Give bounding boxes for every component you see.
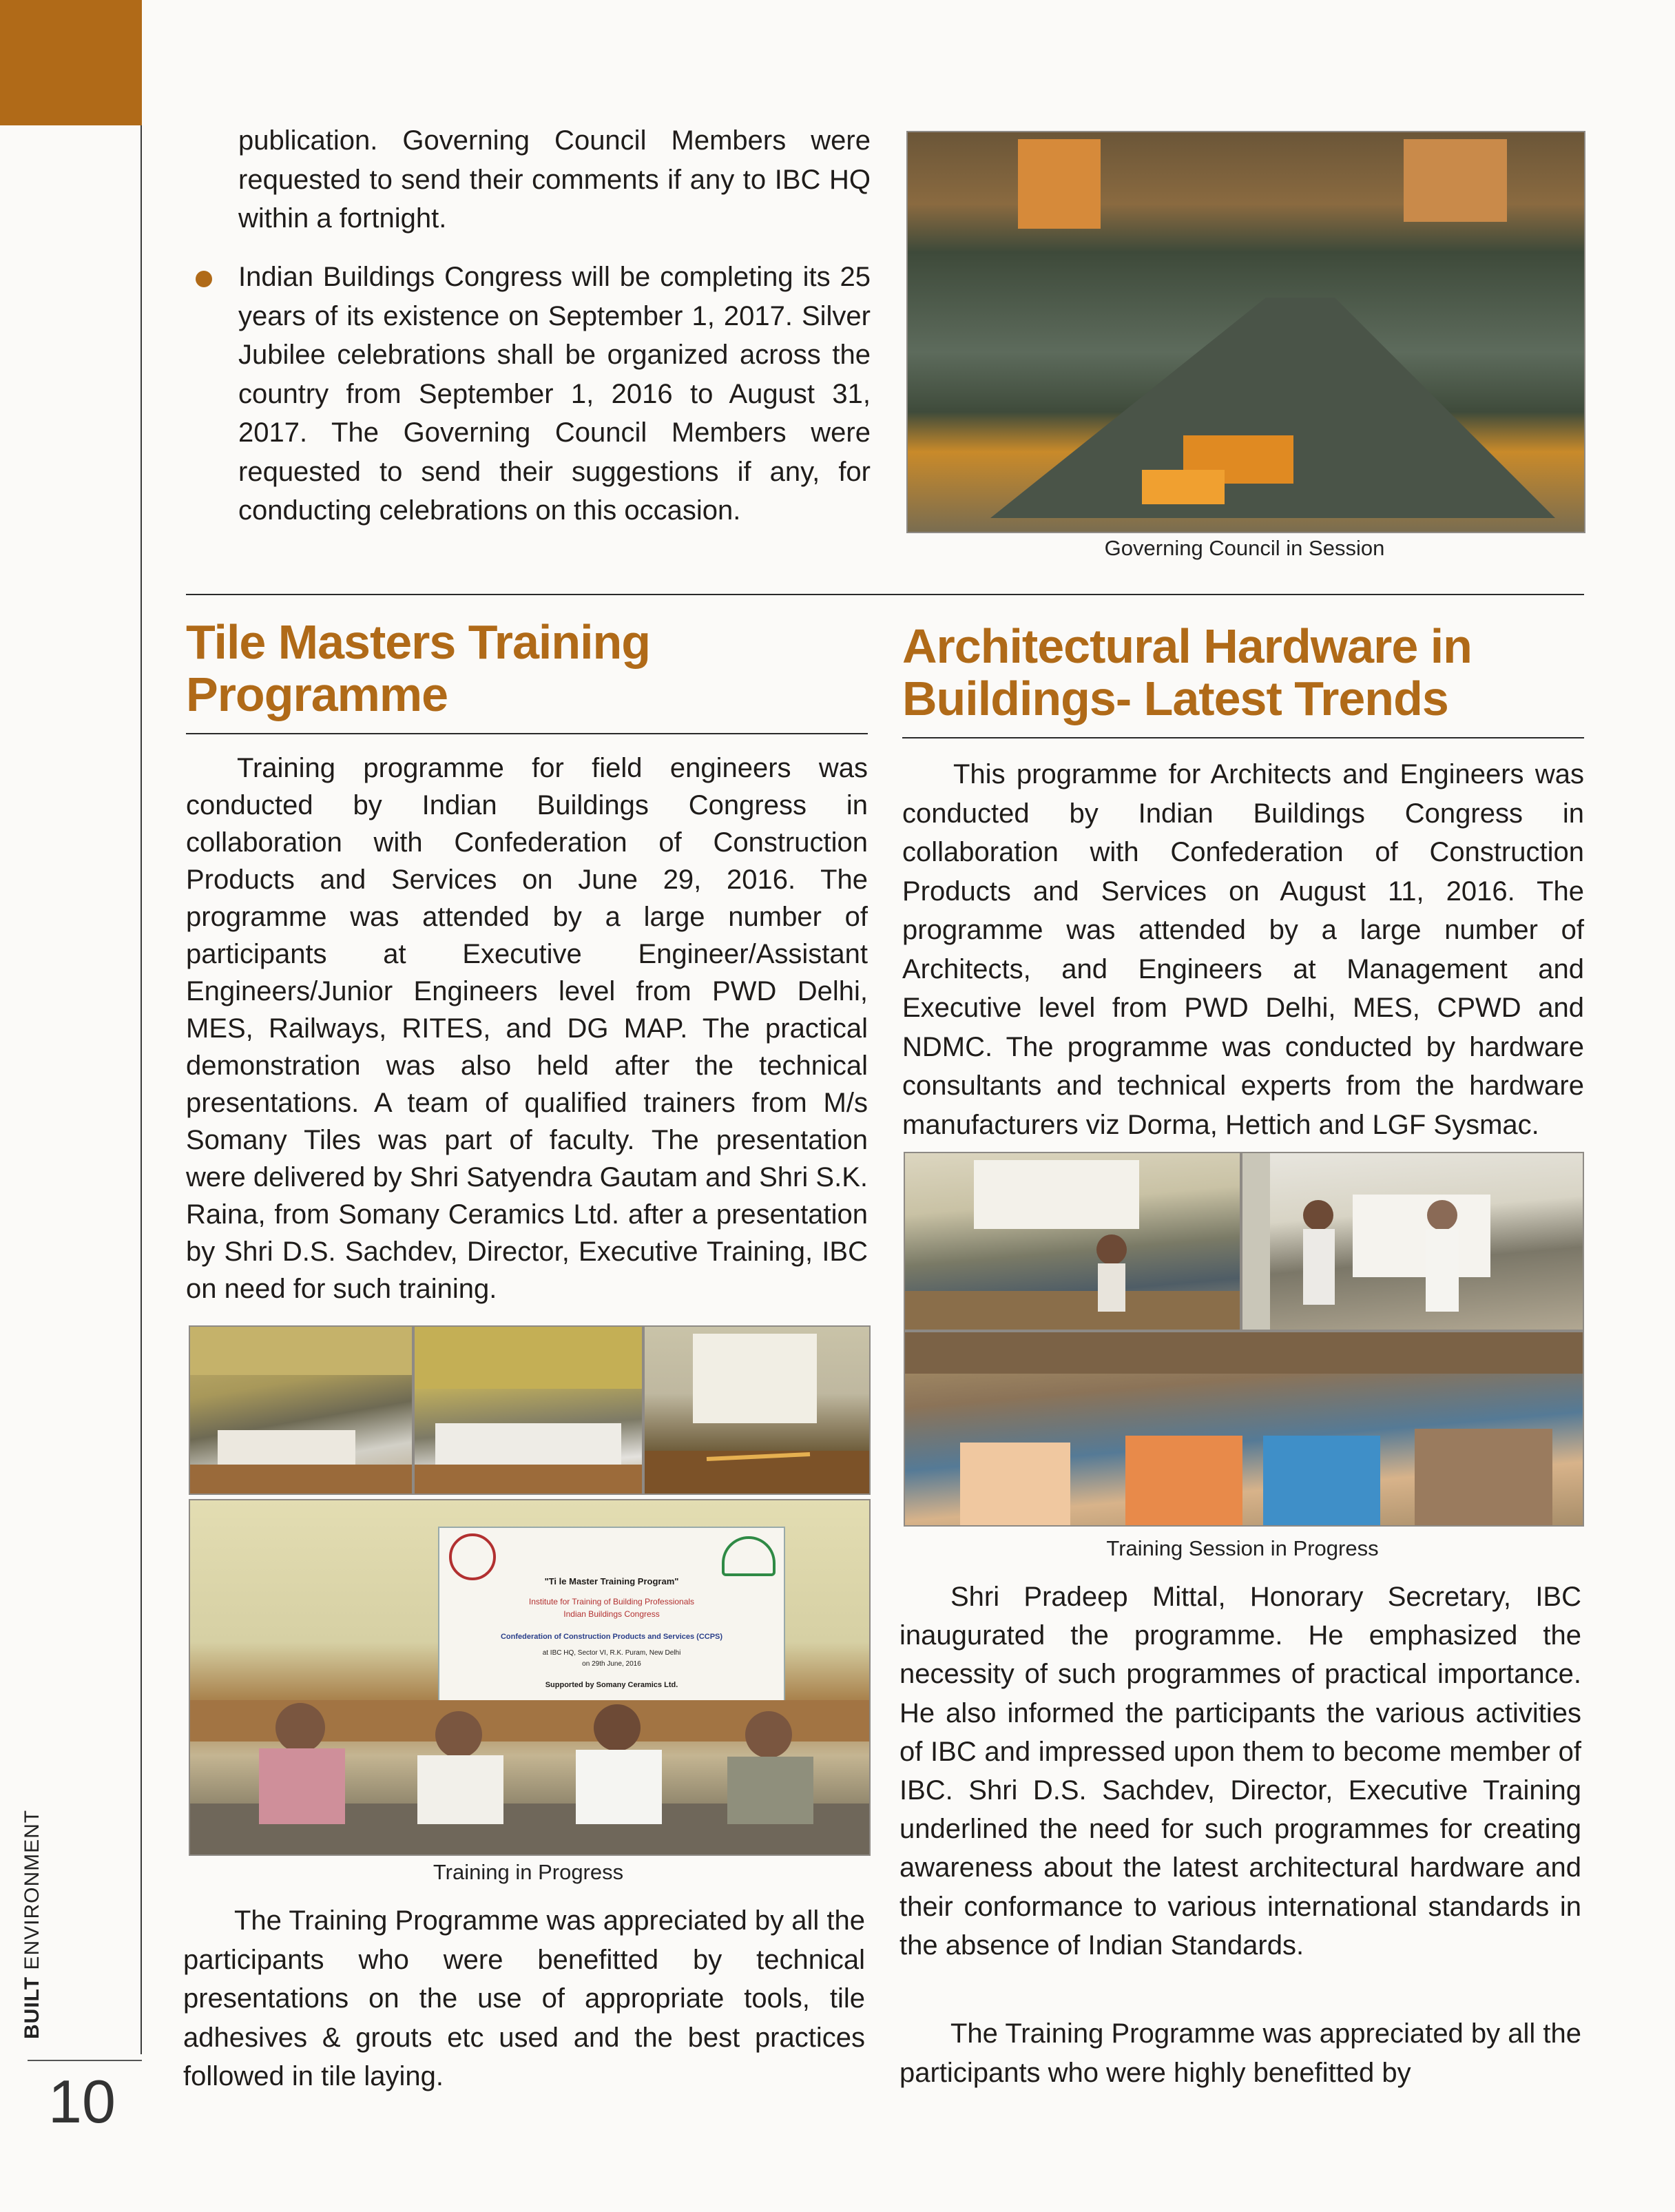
training-photo-3	[643, 1325, 871, 1495]
side-label: BUILT ENVIRONMENT	[21, 1809, 43, 2039]
council-caption: Governing Council in Session	[1104, 536, 1385, 560]
banner-title: "Ti le Master Training Program"	[544, 1576, 679, 1586]
training-stage-art	[190, 1500, 869, 1854]
training-photo-3-art	[645, 1327, 869, 1493]
training-stage-photo	[189, 1499, 871, 1856]
page-number: 10	[48, 2067, 116, 2136]
training-photo-2-art	[415, 1327, 642, 1493]
hardware-heading: Architectural Hardware in Buildings- Latest Trends	[902, 619, 1472, 725]
section-divider	[186, 594, 1584, 595]
tile-paragraph-2: The Training Programme was appreciated by all the participants who were benefitted by technical presentations on the use of appropriate tools, tile adhesives & grouts etc used and the best practices followed in tile laying.	[183, 1905, 866, 2091]
training-photo-1-art	[190, 1327, 412, 1493]
hardware-paragraph-2: Shri Pradeep Mittal, Honorary Secretary, IBC inaugurated the programme. He emphasized the necessity of such programmes of practical importance. He also informed the participants the various activities of IBC and impressed upon them to become member of IBC. Shri D.S. Sachdev, Director, Executive Training underlined the need for such programmes for creating awareness about the latest architectural hardware and their conformance to various international standards in the absence of Indian Standards.	[899, 1582, 1581, 1961]
side-rule	[141, 125, 142, 2054]
bullet-icon	[196, 271, 212, 287]
council-photo-art	[908, 132, 1584, 532]
council-photo	[906, 131, 1585, 533]
tile-paragraph-1: Training programme for field engineers was conducted by Indian Buildings Congress in collaboration with Confederation of Construction Products and Services on June 29, 2016. The programme was attended by a large number of participants at Executive Engineer/Assistant Engineers/Junior Engineers level from PWD Delhi, MES, Railways, RITES, and DG MAP. The practical demonstration was also held after the technical presentations. A team of qualified trainers from M/s Somany Tiles was part of faculty. The presentation were delivered by Shri Satyendra Gautam and Shri S.K. Raina, from Somany Ceramics Ltd. after a presentation by Shri D.S. Sachdev, Director, Executive Training, IBC on need for such training.	[186, 753, 868, 1304]
session-photo-3	[904, 1331, 1584, 1527]
page-number-rule	[28, 2060, 142, 2061]
training-caption: Training in Progress	[433, 1860, 624, 1884]
intro-bullet-text: Indian Buildings Congress will be completing its 25 years of its existence on September 1, 2017. Silver Jubilee celebrations shall be organized across the country from September 1, 2016 to August 31, 2017. The Governing Council Members were requested to send their suggestions if any, for conducting celebrations on this occasion.	[238, 262, 871, 526]
banner-institute: Institute for Training of Building Professionals	[528, 1597, 695, 1606]
hardware-paragraph-1: This programme for Architects and Engineers was conducted by Indian Buildings Congress in collaboration with Confederation of Construction Products and Services on August 11, 2016. The programme was attended by a large number of Architects, and Engineers at Management and Executive level from PWD Delhi, MES, CPWD and NDMC. The programme was conducted by hardware consultants and technical experts from the hardware manufacturers viz Dorma, Hettich and LGF Sysmac.	[902, 759, 1584, 1140]
hardware-paragraph-3: The Training Programme was appreciated by all the participants who were highly benefitted by	[899, 2018, 1582, 2088]
tile-heading: Tile Masters Training Programme	[186, 615, 651, 721]
banner-org: Indian Buildings Congress	[563, 1609, 660, 1619]
session-photo-2	[1241, 1152, 1584, 1331]
session-photo-3-art	[905, 1332, 1583, 1525]
banner-confed: Confederation of Construction Products and Services (CCPS)	[500, 1633, 723, 1641]
banner-date: on 29th June, 2016	[582, 1660, 641, 1668]
intro-continuation: publication. Governing Council Members were requested to send their comments if any to IBC HQ within a fortnight.	[238, 125, 871, 234]
training-photo-2	[413, 1325, 643, 1495]
session-caption: Training Session in Progress	[1106, 1536, 1379, 1560]
tile-heading-rule	[186, 733, 868, 734]
banner-venue: at IBC HQ, Sector VI, R.K. Puram, New Delhi	[542, 1649, 681, 1657]
session-photo-1	[904, 1152, 1241, 1331]
session-photo-2-art	[1242, 1153, 1583, 1330]
hardware-heading-rule	[902, 737, 1584, 738]
training-photo-1	[189, 1325, 413, 1495]
corner-color-tab	[0, 0, 142, 125]
session-photo-1-art	[905, 1153, 1240, 1330]
banner-supported: Supported by Somany Ceramics Ltd.	[545, 1681, 678, 1689]
